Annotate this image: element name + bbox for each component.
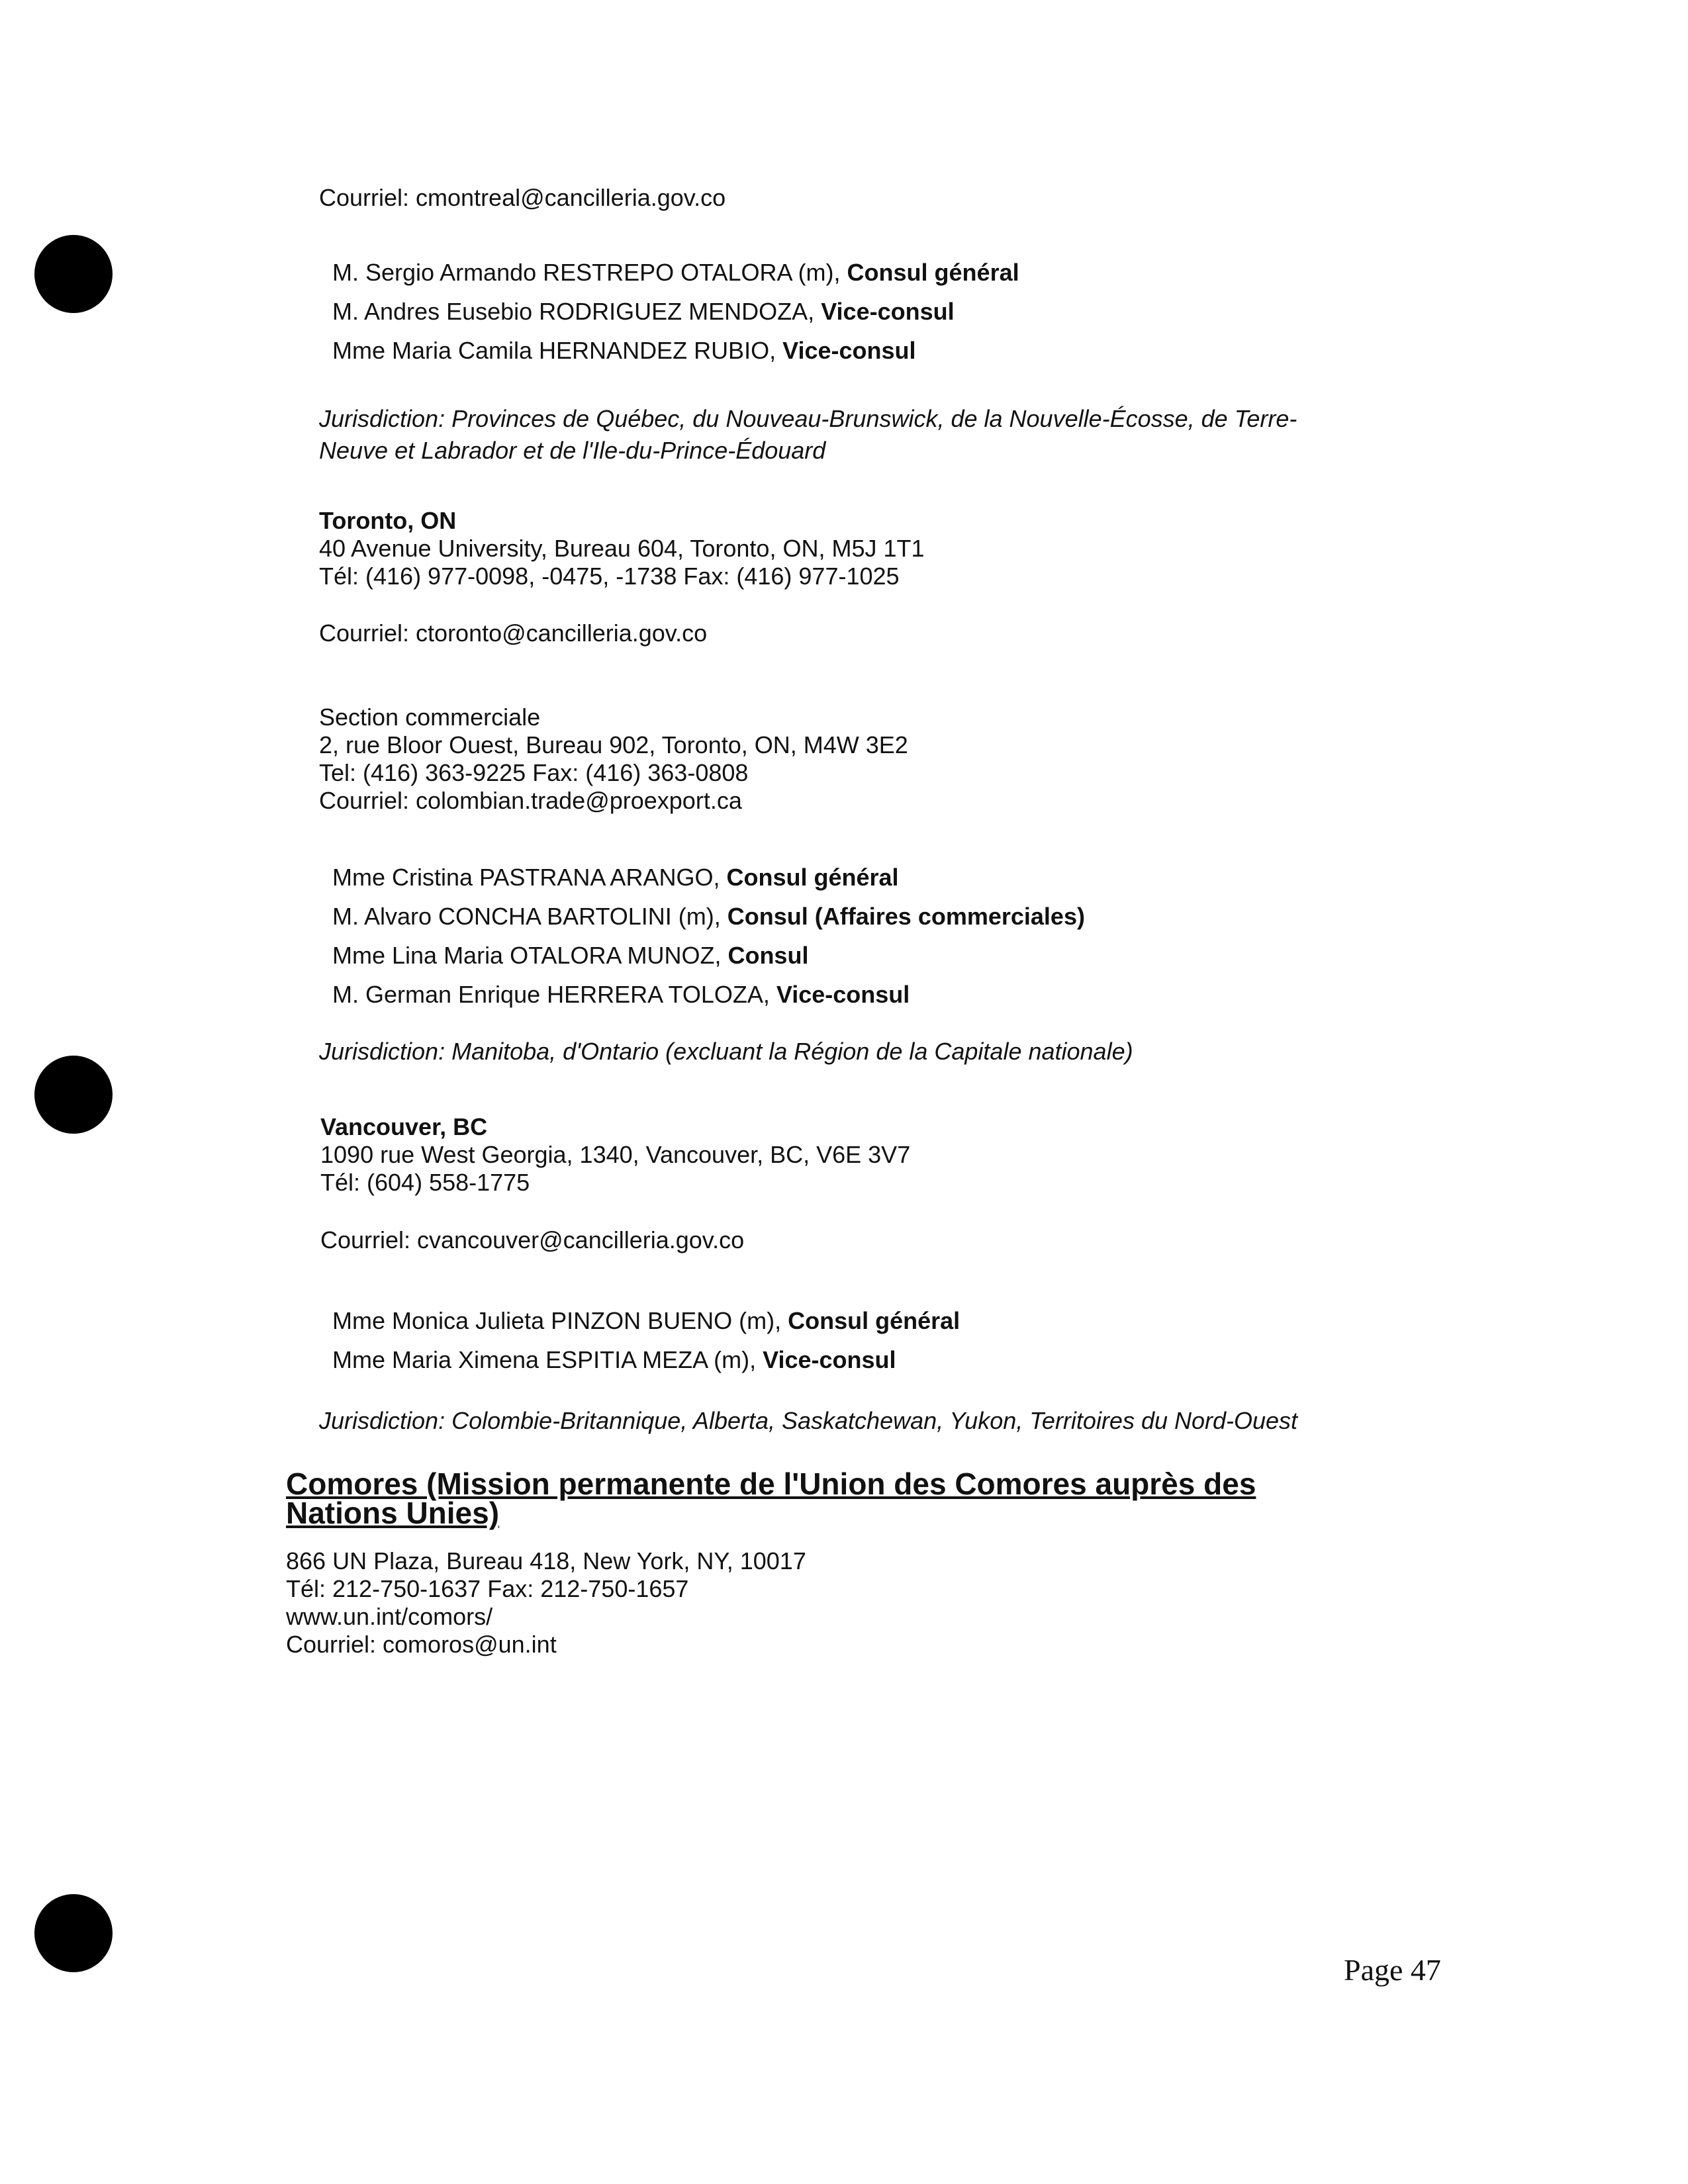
montreal-staff-list bbox=[332, 253, 1019, 370]
staff-title: Consul général bbox=[726, 864, 899, 891]
vancouver-jurisdiction bbox=[319, 1407, 1297, 1435]
staff-entry bbox=[332, 253, 1019, 292]
toronto-staff-list bbox=[332, 858, 1085, 1014]
vancouver-staff-list bbox=[332, 1301, 960, 1379]
montreal-jurisdiction bbox=[319, 403, 1297, 467]
staff-entry bbox=[332, 1301, 960, 1340]
jurisdiction-label: Jurisdiction: bbox=[319, 405, 445, 432]
vancouver-email: Courriel: cvancouver@cancilleria.gov.co bbox=[320, 1226, 745, 1253]
staff-name: Mme Lina Maria OTALORA MUNOZ, bbox=[332, 942, 728, 969]
staff-entry bbox=[332, 975, 1085, 1014]
staff-entry bbox=[332, 858, 1085, 897]
staff-name: M. Alvaro CONCHA BARTOLINI (m), bbox=[332, 903, 727, 930]
punch-hole-middle bbox=[34, 1056, 113, 1134]
vancouver-address-block bbox=[320, 1113, 910, 1197]
phone: Tél: (604) 558-1775 bbox=[320, 1169, 530, 1196]
staff-entry bbox=[332, 331, 1019, 370]
jurisdiction-label: Jurisdiction: bbox=[319, 1038, 445, 1065]
toronto-email: Courriel: ctoronto@cancilleria.gov.co bbox=[319, 619, 708, 647]
city-heading: Toronto, ON bbox=[319, 507, 457, 534]
toronto-jurisdiction bbox=[319, 1038, 1133, 1066]
staff-name: Mme Cristina PASTRANA ARANGO, bbox=[332, 864, 727, 891]
staff-title: Vice-consul bbox=[782, 337, 916, 364]
jurisdiction-text: Provinces de Québec, du Nouveau-Brunswick, de la Nouvelle-Écosse, de Terre- bbox=[445, 405, 1297, 432]
jurisdiction-text-cont: Neuve et Labrador et de l'Ile-du-Prince-Édouard bbox=[319, 437, 826, 464]
staff-name: M. Andres Eusebio RODRIGUEZ MENDOZA, bbox=[332, 298, 821, 325]
staff-name: Mme Maria Camila HERNANDEZ RUBIO, bbox=[332, 337, 783, 364]
comoros-contact-block bbox=[286, 1547, 806, 1659]
toronto-address-block bbox=[319, 507, 925, 590]
phone: Tel: (416) 363-9225 Fax: (416) 363-0808 bbox=[319, 759, 749, 786]
phone: Tél: (416) 977-0098, -0475, -1738 Fax: (416) 977-1025 bbox=[319, 563, 900, 590]
staff-title: Consul général bbox=[788, 1307, 961, 1334]
staff-title: Vice-consul bbox=[821, 298, 955, 325]
staff-name: M. Sergio Armando RESTREPO OTALORA (m), bbox=[332, 259, 847, 286]
staff-name: Mme Maria Ximena ESPITIA MEZA (m), bbox=[332, 1346, 763, 1373]
staff-name: Mme Monica Julieta PINZON BUENO (m), bbox=[332, 1307, 788, 1334]
punch-hole-bottom bbox=[34, 1894, 113, 1972]
address: 1090 rue West Georgia, 1340, Vancouver, BC, V6E 3V7 bbox=[320, 1141, 911, 1168]
staff-entry bbox=[332, 897, 1085, 936]
country-heading: Comores (Mission permanente de l'Union des Comores auprès des Nations Unies) bbox=[286, 1467, 1256, 1530]
page-number: Page 47 bbox=[1344, 1953, 1441, 1987]
toronto-commercial-section bbox=[319, 704, 908, 815]
staff-entry bbox=[332, 292, 1019, 331]
staff-entry bbox=[332, 1340, 960, 1379]
staff-title: Vice-consul bbox=[763, 1346, 896, 1373]
staff-entry bbox=[332, 936, 1085, 975]
staff-title: Consul (Affaires commerciales) bbox=[727, 903, 1085, 930]
address: 2, rue Bloor Ouest, Bureau 902, Toronto, ON, M4W 3E2 bbox=[319, 731, 908, 758]
staff-title: Consul général bbox=[847, 259, 1019, 286]
address: 40 Avenue University, Bureau 604, Toronto, ON, M5J 1T1 bbox=[319, 535, 925, 562]
email: Courriel: comoros@un.int bbox=[286, 1631, 557, 1658]
website-link[interactable]: www.un.int/comors/ bbox=[286, 1603, 493, 1630]
staff-name: M. German Enrique HERRERA TOLOZA, bbox=[332, 981, 776, 1008]
jurisdiction-text: Manitoba, d'Ontario (excluant la Région de la Capitale nationale) bbox=[445, 1038, 1133, 1065]
email: Courriel: colombian.trade@proexport.ca bbox=[319, 787, 742, 814]
jurisdiction-text: Colombie-Britannique, Alberta, Saskatchewan, Yukon, Territoires du Nord-Ouest bbox=[445, 1407, 1298, 1434]
staff-title: Vice-consul bbox=[776, 981, 910, 1008]
address: 866 UN Plaza, Bureau 418, New York, NY, 10017 bbox=[286, 1547, 806, 1574]
jurisdiction-label: Jurisdiction: bbox=[319, 1407, 445, 1434]
montreal-email: Courriel: cmontreal@cancilleria.gov.co bbox=[319, 184, 726, 211]
phone: Tél: 212-750-1637 Fax: 212-750-1657 bbox=[286, 1575, 689, 1602]
city-heading: Vancouver, BC bbox=[320, 1113, 488, 1140]
punch-hole-top bbox=[34, 235, 113, 313]
section-title: Section commerciale bbox=[319, 704, 541, 731]
staff-title: Consul bbox=[727, 942, 809, 969]
